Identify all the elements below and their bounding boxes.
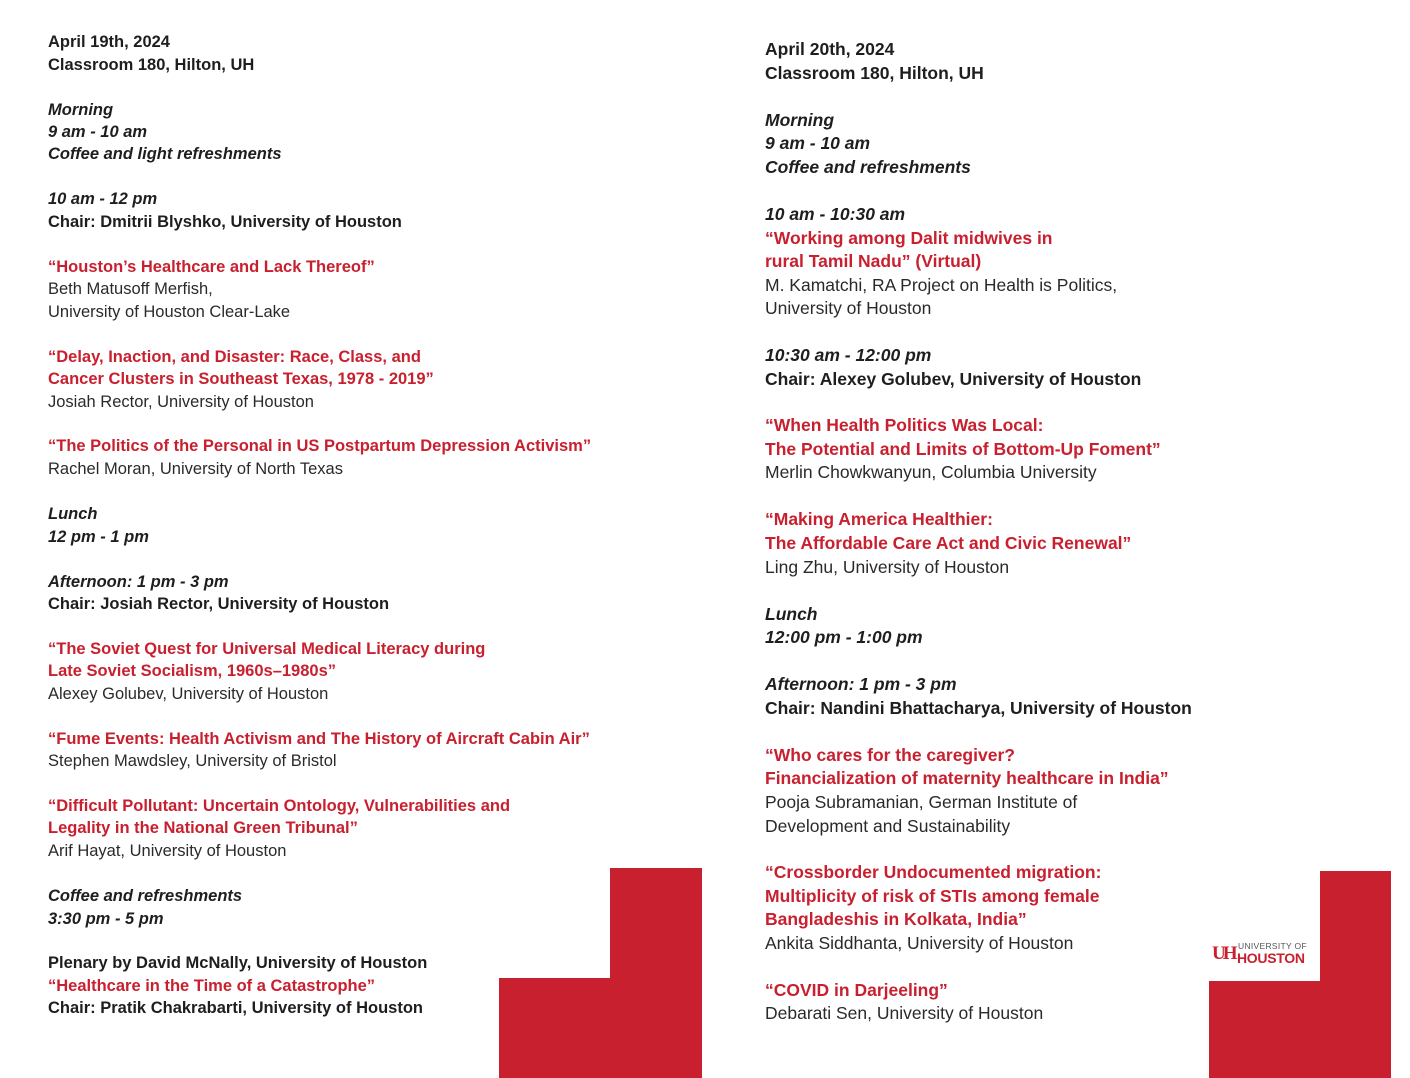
day1-date: April 19th, 2024: [48, 33, 170, 51]
day1-talk4-speaker: Alexey Golubev, University of Houston: [48, 685, 329, 703]
day2-talk3-title-line2: The Affordable Care Act and Civic Renewal”: [765, 533, 1132, 553]
day2-talk6-title: “COVID in Darjeeling”: [765, 980, 948, 1000]
day1-plenary: Plenary by David McNally, University of Houston: [48, 954, 428, 972]
day2-location: Classroom 180, Hilton, UH: [765, 63, 984, 83]
day2-talk2-title-line1: “When Health Politics Was Local:: [765, 415, 1044, 435]
day2-talk5-title-line3: Bangladeshis in Kolkata, India”: [765, 909, 1027, 929]
day2-session2-time: 10:30 am - 12:00 pm: [765, 345, 932, 365]
day2-lunch-time: 12:00 pm - 1:00 pm: [765, 627, 923, 647]
day1-plenary-chair: Chair: Pratik Chakrabarti, University of Houston: [48, 999, 423, 1017]
day2-talk5-speaker: Ankita Siddhanta, University of Houston: [765, 933, 1074, 953]
day2-talk1-title-line1: “Working among Dalit midwives in: [765, 228, 1053, 248]
day1-session1-time: 10 am - 12 pm: [48, 190, 158, 208]
day1-talk1-speaker: Beth Matusoff Merfish,: [48, 280, 213, 298]
day1-morning-label: Morning: [48, 101, 114, 119]
day2-morning-item: Coffee and refreshments: [765, 157, 971, 177]
right-red-block-bottom: [1209, 981, 1391, 1078]
day1-coffee-time: 3:30 pm - 5 pm: [48, 910, 164, 928]
day1-talk6-title-line1: “Difficult Pollutant: Uncertain Ontology, Vulnerabilities and: [48, 797, 511, 815]
day2-talk1-title-line2: rural Tamil Nadu” (Virtual): [765, 251, 982, 271]
day1-talk6-title-line2: Legality in the National Green Tribunal”: [48, 819, 358, 837]
logo-university-of-text: UNIVERSITY OF: [1238, 941, 1307, 951]
day2-talk3-title-line1: “Making America Healthier:: [765, 509, 993, 529]
logo-houston-text: HOUSTON: [1237, 950, 1305, 966]
day1-session1-chair: Chair: Dmitrii Blyshko, University of Houston: [48, 213, 402, 231]
day1-coffee-label: Coffee and refreshments: [48, 887, 243, 905]
day1-morning-time: 9 am - 10 am: [48, 123, 148, 141]
day1-talk2-title-line2: Cancer Clusters in Southeast Texas, 1978 - 2019”: [48, 370, 434, 388]
day1-lunch-time: 12 pm - 1 pm: [48, 528, 149, 546]
day2-talk1-speaker: M. Kamatchi, RA Project on Health is Politics,: [765, 275, 1118, 295]
uh-mark-icon: UH: [1212, 943, 1235, 964]
day1-talk3-title: “The Politics of the Personal in US Postpartum Depression Activism”: [48, 437, 592, 455]
day1-plenary-title: “Healthcare in the Time of a Catastrophe”: [48, 977, 376, 995]
day1-afternoon-chair: Chair: Josiah Rector, University of Houston: [48, 595, 390, 613]
day2-talk5-title-line2: Multiplicity of risk of STIs among female: [765, 886, 1100, 906]
day2-talk4-affiliation: Development and Sustainability: [765, 816, 1011, 836]
day1-talk1-title: “Houston’s Healthcare and Lack Thereof”: [48, 258, 375, 276]
day2-afternoon-chair: Chair: Nandini Bhattacharya, University of Houston: [765, 698, 1192, 718]
day2-talk3-speaker: Ling Zhu, University of Houston: [765, 557, 1010, 577]
day2-talk4-title-line2: Financialization of maternity healthcare in India”: [765, 768, 1169, 788]
day1-location: Classroom 180, Hilton, UH: [48, 56, 255, 74]
left-red-block-bottom: [499, 978, 702, 1078]
day2-talk2-speaker: Merlin Chowkwanyun, Columbia University: [765, 462, 1097, 482]
day1-talk4-title-line1: “The Soviet Quest for Universal Medical Literacy during: [48, 640, 486, 658]
day2-talk4-title-line1: “Who cares for the caregiver?: [765, 745, 1015, 765]
day2-talk1-affiliation: University of Houston: [765, 298, 932, 318]
day2-morning-time: 9 am - 10 am: [765, 133, 871, 153]
day2-talk2-title-line2: The Potential and Limits of Bottom-Up Foment”: [765, 439, 1161, 459]
day2-session1-time: 10 am - 10:30 am: [765, 204, 906, 224]
university-of-houston-logo: [1212, 941, 1312, 967]
day1-talk1-affiliation: University of Houston Clear-Lake: [48, 303, 291, 321]
day2-morning-label: Morning: [765, 110, 835, 130]
day2-talk6-speaker: Debarati Sen, University of Houston: [765, 1003, 1044, 1023]
day1-talk6-speaker: Arif Hayat, University of Houston: [48, 842, 287, 860]
day1-talk3-speaker: Rachel Moran, University of North Texas: [48, 460, 343, 478]
day1-afternoon-label: Afternoon: 1 pm - 3 pm: [48, 573, 229, 591]
day2-session2-chair: Chair: Alexey Golubev, University of Houston: [765, 369, 1142, 389]
day1-talk5-title: “Fume Events: Health Activism and The History of Aircraft Cabin Air”: [48, 730, 590, 748]
day1-talk2-speaker: Josiah Rector, University of Houston: [48, 393, 314, 411]
day2-lunch-label: Lunch: [765, 604, 818, 624]
day1-talk5-speaker: Stephen Mawdsley, University of Bristol: [48, 752, 337, 770]
day1-morning-item: Coffee and light refreshments: [48, 145, 282, 163]
day2-date: April 20th, 2024: [765, 39, 895, 59]
day1-talk2-title-line1: “Delay, Inaction, and Disaster: Race, Class, and: [48, 348, 421, 366]
day2-talk4-speaker: Pooja Subramanian, German Institute of: [765, 792, 1078, 812]
day1-lunch-label: Lunch: [48, 505, 98, 523]
day2-talk5-title-line1: “Crossborder Undocumented migration:: [765, 862, 1102, 882]
day1-talk4-title-line2: Late Soviet Socialism, 1960s–1980s”: [48, 662, 337, 680]
day2-afternoon-label: Afternoon: 1 pm - 3 pm: [765, 674, 957, 694]
